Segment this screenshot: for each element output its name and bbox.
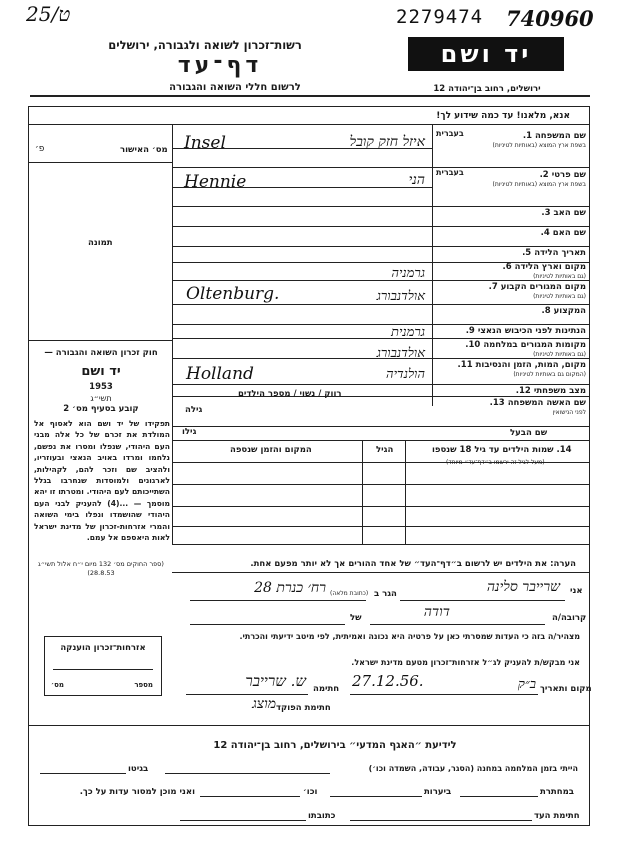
field-row-rule	[172, 246, 590, 247]
photo-rule	[28, 340, 172, 341]
field-label-title: מקום, המות, הזמן והנסיבות	[475, 360, 586, 370]
field-row-rule	[172, 426, 590, 427]
footer-underground: במחתרת	[540, 787, 574, 797]
footer-title: לידיעת ״האגף המדעי״ בירושלים, רחוב בן־יהודה 12	[213, 740, 457, 751]
field-label-11	[436, 360, 586, 378]
field-label-number: 7.	[488, 282, 498, 292]
residence-hebrew-entry: אולדנבורג	[376, 289, 425, 304]
field-label-number: 10.	[465, 340, 481, 350]
field-label-title: המקצוע	[553, 306, 586, 316]
field-label-text	[436, 248, 586, 258]
name-underline	[400, 600, 565, 601]
field-label-7	[436, 282, 586, 300]
footer-ghetto-underline	[40, 773, 126, 774]
field-label-text	[436, 398, 586, 408]
field-label-5	[436, 248, 586, 258]
footer-witness-underline	[350, 820, 532, 821]
permit-number-label: מס׳ האישור	[120, 145, 168, 155]
citizenship-box	[44, 636, 162, 696]
field-sublabel: (המקום גם באותיות לטיניות)	[513, 371, 586, 378]
official-signature-label: חתימת הפוקד	[276, 703, 331, 713]
field-label-10	[436, 340, 586, 358]
footer-underground-underline	[460, 796, 538, 797]
field-sublabel: (גם באותיות לטיניות)	[533, 293, 586, 300]
submitter-address-entry: רח׳ כנרת 28	[254, 580, 326, 596]
yad-vashem-logo	[408, 37, 564, 71]
field-label-title: שם האם	[552, 228, 586, 238]
relation-label: קרובה/ה	[552, 613, 587, 623]
footer-etc: וכו׳	[303, 787, 318, 797]
field-label-title: שם האב	[553, 208, 586, 218]
permit-number-mark: פ׳	[35, 144, 45, 154]
field-label-9	[436, 326, 586, 336]
field-label-3	[436, 208, 586, 218]
footer-forests: ביערות	[424, 787, 452, 797]
field-label-number: 2.	[539, 170, 549, 180]
law-body: תפקידו של יד ושם הוא לאסוף אל המולדת את זכרם של כל אלה מבני העם היהודי, שנפלו ומסרו את נפשם, נלחמו ומרדו באויב הנאצי ובעוזריו, ולהציב שם וזכר להם, לקהילות, לארגונים ולמוסדות שנחרבו בגלל השתייכותם לעם היהודי. ומטרתו זו יהא מוסמך — ...(4) להעניק לבני העם היהודי שהושמדו ונפלו בימי השואה והמרי אזרחות-זכרון של מדינת ישראל לאות היאספם אל עמם.	[34, 419, 170, 543]
field-label-title: שם המשפחה	[534, 131, 586, 141]
field-label-text	[436, 262, 586, 272]
wife-age-label: גילה	[185, 405, 203, 415]
official-signature: מוצג	[252, 696, 276, 712]
children-row-rule-1	[172, 484, 590, 485]
marital-options: רווק / נשוי / מספר הילדים	[238, 389, 342, 399]
of-underline	[190, 624, 345, 625]
footer-address-label: כתובתו	[308, 811, 336, 821]
footer-top-rule	[28, 725, 590, 726]
citizenship-box-title: אזרחות־זכרון הוענקה	[60, 643, 146, 653]
photo-label: תמונה	[88, 238, 113, 248]
field-label-number: 4.	[540, 228, 550, 238]
citizenship-box-rule-1	[53, 669, 153, 670]
children-header-rule	[172, 462, 590, 463]
field-label-number: 13.	[489, 398, 505, 408]
address-sublabel: (כתובת מלאה)	[330, 590, 369, 597]
date-entry: 27.12.56.	[352, 672, 424, 690]
page-subtitle: לרשום חללי השואה והגבורה	[169, 82, 301, 93]
field-label-number: 8.	[541, 306, 551, 316]
children-row-rule-3	[172, 526, 590, 527]
law-reference: (ספר החוקים מס׳ 132 מיום י״ח אלול תשי״ג 28.8.53)	[38, 560, 164, 577]
signature-label: חתימה	[313, 684, 340, 694]
children-label: 14. שמות הילדים עד גיל 18 שנספו	[432, 445, 572, 455]
footer-etc-underline	[200, 796, 300, 797]
note-rule	[172, 572, 590, 573]
field-hebrew-label: בעברית	[436, 129, 464, 138]
field-row-rule	[172, 384, 590, 385]
logo-text: יד ושם	[440, 40, 532, 68]
citizenship-box-date: מס׳	[51, 681, 64, 689]
field-label-text	[436, 360, 586, 370]
children-col-2	[405, 440, 406, 544]
field-label-number: 6.	[502, 262, 512, 272]
residence-latin-entry: Oltenburg.	[186, 284, 280, 304]
surname-latin-entry: Insel	[184, 133, 226, 153]
field-row-rule	[172, 167, 590, 168]
note-text: הערה: את הילדים יש לרשום ב״דף־העד״ של אחד ההורים אך לא יותר מפעם אחת.	[250, 559, 576, 569]
field-label-4	[436, 228, 586, 238]
authority-line: רשות־זכרון לשואה ולגבורה, ירושלים	[108, 38, 302, 52]
field-label-text	[436, 208, 586, 218]
field-label-text	[436, 228, 586, 238]
field-label-title: מצב משפחתי	[533, 386, 586, 396]
field-label-number: 1.	[522, 131, 532, 141]
law-year: 1953	[89, 382, 113, 392]
children-bottom-rule	[172, 544, 590, 545]
field-label-title: שם פרטי	[551, 170, 586, 180]
place-date-label: מקום ותאריך	[540, 684, 592, 694]
field-sublabel: בשפת ארץ המוצא (באותיות לטיניות)	[492, 181, 586, 188]
header-address: ירושלים, רחוב בן־יהודה 12	[433, 84, 541, 94]
children-place-header: המקום והזמן שנספה	[230, 445, 312, 455]
declaration-text: מצהיר/ה בזה כי העדות שמסרתי כאן על פרטיה היא נכונה ואמיתית, לפי מיטב ידיעתי והכרתי.	[239, 632, 580, 641]
submitter-ani-label: אני	[570, 586, 583, 596]
field-sublabel: לפני הנישואין	[552, 409, 586, 416]
footer-ghetto: בגיטו	[128, 764, 149, 774]
of-label: של	[350, 613, 362, 623]
field-label-12	[436, 386, 586, 396]
submitter-name-entry: שרייבר סלינה	[486, 579, 560, 595]
footer-witness-signature: חתימת העד	[534, 811, 580, 821]
footer-line-1-underline	[165, 773, 330, 774]
field-label-title: הנתינות לפני הכיבוש הנאצי	[477, 326, 586, 336]
children-row-rule-2	[172, 506, 590, 507]
intro-text: אנא, מלאנו! עד כמה שידוע לך!	[436, 111, 570, 121]
field-row-rule	[172, 226, 590, 227]
birthplace-entry: גרמניה	[391, 266, 425, 281]
law-title: חוק זכרון השואה והגבורה —	[44, 348, 158, 358]
footer-line-1: הייתי בזמן המלחמה במחנה (הסגר, עבודה, השמדה וכו׳)	[368, 764, 578, 773]
address-underline	[190, 600, 366, 601]
signature-underline	[186, 694, 308, 695]
husband-age-label: גילו	[182, 427, 197, 437]
request-text: אני מבקש/ת להעניק לג״ל אזרחות־זכרון מטעם מדינת ישראל.	[351, 658, 580, 667]
field-label-title: מקומות המגורים במלחמה	[483, 340, 586, 350]
field-label-number: 9.	[465, 326, 475, 336]
field-label-8	[436, 306, 586, 316]
place-entry: ב״ק	[517, 677, 536, 692]
intro-rule	[28, 124, 590, 125]
nationality-entry: גרמנית	[391, 325, 425, 340]
field-sublabel: בשפת ארץ המוצא (באותיות לטיניות)	[492, 142, 586, 149]
field-label-text	[436, 386, 586, 396]
header-rule	[30, 95, 590, 97]
footer-address-underline	[180, 820, 306, 821]
field-label-title: מקום המגורים הקבוע	[500, 282, 586, 292]
death-place-latin-entry: Holland	[186, 364, 254, 384]
firstname-latin-entry: Hennie	[184, 172, 247, 192]
field-label-number: 5.	[522, 248, 532, 258]
field-label-title: שם האשה המשפחה	[507, 398, 586, 408]
field-row-rule	[172, 396, 590, 397]
handwritten-corner-note: 25/ט	[26, 2, 71, 26]
field-label-1	[436, 131, 586, 149]
handwritten-file-number: 740960	[506, 6, 594, 31]
children-top-rule	[172, 440, 590, 441]
address-label: הגר ב	[374, 589, 397, 599]
children-col-1	[362, 440, 363, 544]
field-row-rule	[172, 206, 590, 207]
field-label-text	[436, 340, 586, 350]
field-hebrew-label: בעברית	[436, 168, 464, 177]
death-place-hebrew-entry: הולנדיה	[386, 367, 425, 382]
field-label-number: 3.	[541, 208, 551, 218]
field-label-6	[436, 262, 586, 280]
field-row-rule	[172, 262, 590, 263]
footer-forests-underline	[330, 796, 422, 797]
husband-name-label: שם הבעל	[510, 428, 548, 438]
stamp-number: 2279474	[396, 6, 484, 28]
field-label-title: תאריך הלידה	[534, 248, 586, 258]
field-label-13	[436, 398, 586, 416]
field-label-2	[436, 170, 586, 188]
field-label-text	[436, 326, 586, 336]
field-sublabel: (גם באותיות לטיניות)	[533, 351, 586, 358]
field-label-text	[436, 306, 586, 316]
law-hebrew-year: תשי״ג	[90, 394, 112, 403]
field-label-number: 12.	[515, 386, 531, 396]
relation-entry: דודה	[423, 604, 450, 620]
field-sublabel: (גם באותיות לטיניות)	[533, 273, 586, 280]
page-title: דף־עד	[177, 53, 263, 78]
field-label-text	[436, 282, 586, 292]
relation-underline	[370, 624, 545, 625]
children-age-header: הגיל	[376, 445, 394, 455]
wartime-residence-entry: אולדנבורג	[376, 346, 425, 361]
place-date-underline	[350, 694, 538, 695]
citizenship-box-number: מספר	[134, 681, 153, 689]
permit-rule	[28, 162, 172, 163]
surname-hebrew-entry: איזל חזק קובל	[349, 134, 425, 150]
law-section: קובע בסעיף מס׳ 2	[63, 404, 139, 414]
field-label-number: 11.	[457, 360, 473, 370]
footer-testimony: ואני מוכן למסור עדות על כך.	[79, 787, 195, 797]
field-row-rule	[172, 304, 590, 305]
firstname-hebrew-entry: הני	[408, 172, 425, 188]
law-name: יד ושם	[81, 364, 121, 379]
field-label-title: מקום וארץ הלידה	[514, 262, 586, 272]
submitter-signature: ש. שרייבר	[245, 672, 306, 690]
